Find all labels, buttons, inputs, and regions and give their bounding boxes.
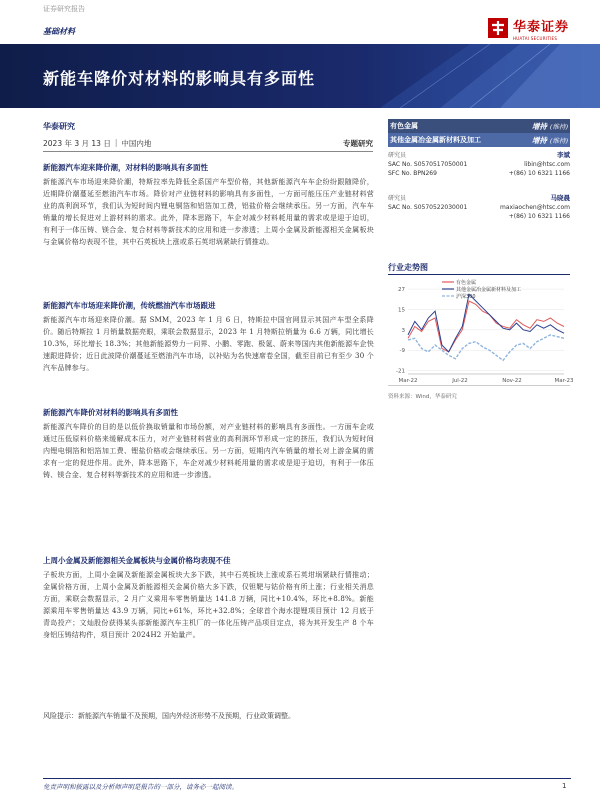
- x-tick-label: Mar-22: [398, 378, 418, 384]
- section-heading: 上周小金属及新能源相关金属板块与金属价格均表现不佳: [43, 556, 231, 565]
- source-divider: [388, 385, 570, 386]
- x-tick-label: Nov-22: [502, 378, 522, 384]
- section-body: 子板块方面，上周小金属及新能源金属板块大多下跌，其中石英板块上涨或系石英坩埚紧缺行情推动；金属价格方面，上周小金属及新能源相关金属价格大多下跌，仅钽靶与钴价格有所上涨；行业相关消息方面，乘联会数据显示，2 月广义乘用车零售销量达 141.8 万辆，同比+10.4%，环比+8.8%。新能源乘用车零售销量达 43.9 万辆，同比+61%，环比+32.8%；全球首个海水提锂项目预计 12 月底于青岛投产；文灿股份获得某头部新能源汽车主机厂的一体化压铸产品项目定点，将为其开发生产 8 个车身铝压铸结构件，项目预计 2024H2 开始量产。: [43, 571, 374, 639]
- report-kind: 专题研究: [343, 139, 373, 148]
- meta-line: [43, 138, 373, 149]
- legend-label: 沪深300: [456, 294, 476, 300]
- logo-english-text: HUATAI SECURITIES: [513, 35, 558, 41]
- meta-divider: [43, 151, 373, 152]
- series-line: [408, 335, 564, 361]
- rating-value: 增持 (维持): [531, 121, 568, 131]
- legend-label: 其他金属冶金属新材料及加工: [456, 287, 522, 293]
- section-2: [43, 300, 374, 374]
- section-heading: 新能源汽车市场迎来降价潮，传统燃油汽车市场跟进: [43, 301, 216, 310]
- page-number: 1: [562, 782, 567, 790]
- rating-box: [388, 119, 570, 147]
- analyst-block-1: [388, 150, 570, 177]
- analyst-name: 马晓晨: [550, 194, 570, 202]
- y-tick-label: -9: [399, 348, 405, 355]
- footer-disclaimer: 免责声明和披露以及分析师声明是报告的一部分，请务必一起阅读。: [43, 783, 238, 791]
- y-tick-label: 27: [398, 287, 405, 294]
- report-title: 新能车降价对材料的影响具有多面性: [43, 69, 316, 88]
- section-body: 新能源汽车市场迎来降价潮，特斯拉率先降低全系国产车型价格，其他新能源汽车车企纷纷跟随降价，近期降价潮蔓延至燃油汽车市场。降价对产业链材料的影响具有多面性，一方面可能压压产业链材料营业的高利润环节，我们认为短时间内锂电铜箔和铝箔加工费，铝盐价格会继续承压。另一方面，汽车车销量的增长促进对上游材料的需求。此外，降本思路下，车企对减少材料耗用量的需求或是迎于迫切，有利于一体压铸、镁合金、复合材料等新技术的应用和进一步渗透；上周小金属及新能源相关金属板块与金属价格均表现不佳，其中石英板块上涨或系石英坩埚紧缺行情推动。: [43, 178, 374, 246]
- trend-chart: [388, 278, 574, 388]
- analyst-name: 李斌: [557, 151, 570, 159]
- section-heading: 新能源汽车降价对材料的影响具有多面性: [43, 408, 178, 417]
- org-name: 华泰研究: [43, 122, 75, 131]
- report-region: 中国内地: [121, 139, 152, 148]
- logo-mark-icon: [488, 18, 508, 38]
- trend-chart-title: 行业走势图: [388, 263, 428, 272]
- section-4: [43, 555, 374, 641]
- risk-warning: 风险提示：新能源汽车销量不及预期，国内外经济形势不及预期，行业政策调整。: [43, 712, 295, 720]
- analyst-sfc: SFC No. BPN269: [388, 170, 437, 177]
- trend-divider: [388, 274, 570, 275]
- x-tick-label: Mar-23: [554, 378, 574, 384]
- report-date: 2023 年 3 月 13 日: [43, 139, 111, 148]
- series-line: [408, 294, 564, 352]
- section-1: [43, 162, 374, 248]
- rating-row: [388, 133, 570, 147]
- analyst-sac: SAC No. S0570522030001: [388, 204, 468, 211]
- analyst-phone: +(86) 10 6321 1166: [508, 213, 570, 220]
- legend-label: 有色金属: [456, 280, 477, 286]
- x-tick-label: Jul-22: [452, 378, 468, 384]
- analyst-role: 研究员: [388, 152, 407, 159]
- section-body: 新能源汽车降价的目的是以低价换取销量和市场份额，对产业链材料的影响具有多面性。一方面车企或通过压低原料价格来缓解成本压力，对产业链材料营业的高利润环节形成一定的挤压，我们认为短时间内锂电铜箔和铝箔加工费、锂盐价格或会继续承压。另一方面，短期内汽车销量的增长对上游金属的需求有一定的促进作用。此外，降本思路下，车企对减少材料耗用量的需求或是迎于迫切，有利于一体压铸、镁合金、复合材料等新技术的应用和进一步渗透。: [43, 423, 374, 479]
- analyst-email[interactable]: libin@htsc.com: [524, 161, 570, 168]
- section-heading: 新能源汽车迎来降价潮，对材料的影响具有多面性: [43, 163, 208, 172]
- rating-sector: 其他金属冶金属新材料及加工: [390, 136, 481, 144]
- brand-logo: [488, 13, 588, 43]
- section-body: 新能源汽车市场迎来降价潮。据 SMM，2023 年 1 月 6 日，特斯拉中国官网显示其国产车型全系降价。随后特斯拉 1 月销量数据亮眼，乘联会数据显示，2023 年 1 月特斯拉销量为 6.6 万辆，同比增长 10.3%，环比增长 18.3%；其他新能源势力一问界、小鹏、零跑、极氪、蔚来等国内其他新能源车企快速跟进降价；近日此波降价潮蔓延至燃油汽车市场，以补贴为名快速席卷全国，截至目前已有至少 30 个汽车品牌参与。: [43, 316, 374, 372]
- chart-source: 资料来源：Wind，华泰研究: [388, 394, 457, 400]
- rating-row: [388, 119, 570, 133]
- category-label: 基础材料: [43, 27, 75, 36]
- analyst-sac: SAC No. S0570517050001: [388, 161, 468, 168]
- analyst-block-2: [388, 193, 570, 220]
- analyst-phone: +(86) 10 6321 1166: [508, 170, 570, 177]
- meta-separator: |: [114, 138, 118, 147]
- logo-chinese-text: 华泰证券: [513, 19, 570, 35]
- analyst-role: 研究员: [388, 195, 407, 202]
- analyst-email[interactable]: maxiaochen@htsc.com: [500, 204, 570, 211]
- rating-value: 增持 (维持): [531, 135, 568, 145]
- report-type-label: 证券研究报告: [43, 5, 85, 13]
- rating-sector: 有色金属: [390, 122, 418, 130]
- footer-divider: [43, 778, 571, 779]
- y-tick-label: 3: [401, 327, 405, 334]
- section-3: [43, 407, 374, 481]
- y-tick-label: 15: [398, 307, 405, 314]
- y-tick-label: -21: [396, 368, 405, 375]
